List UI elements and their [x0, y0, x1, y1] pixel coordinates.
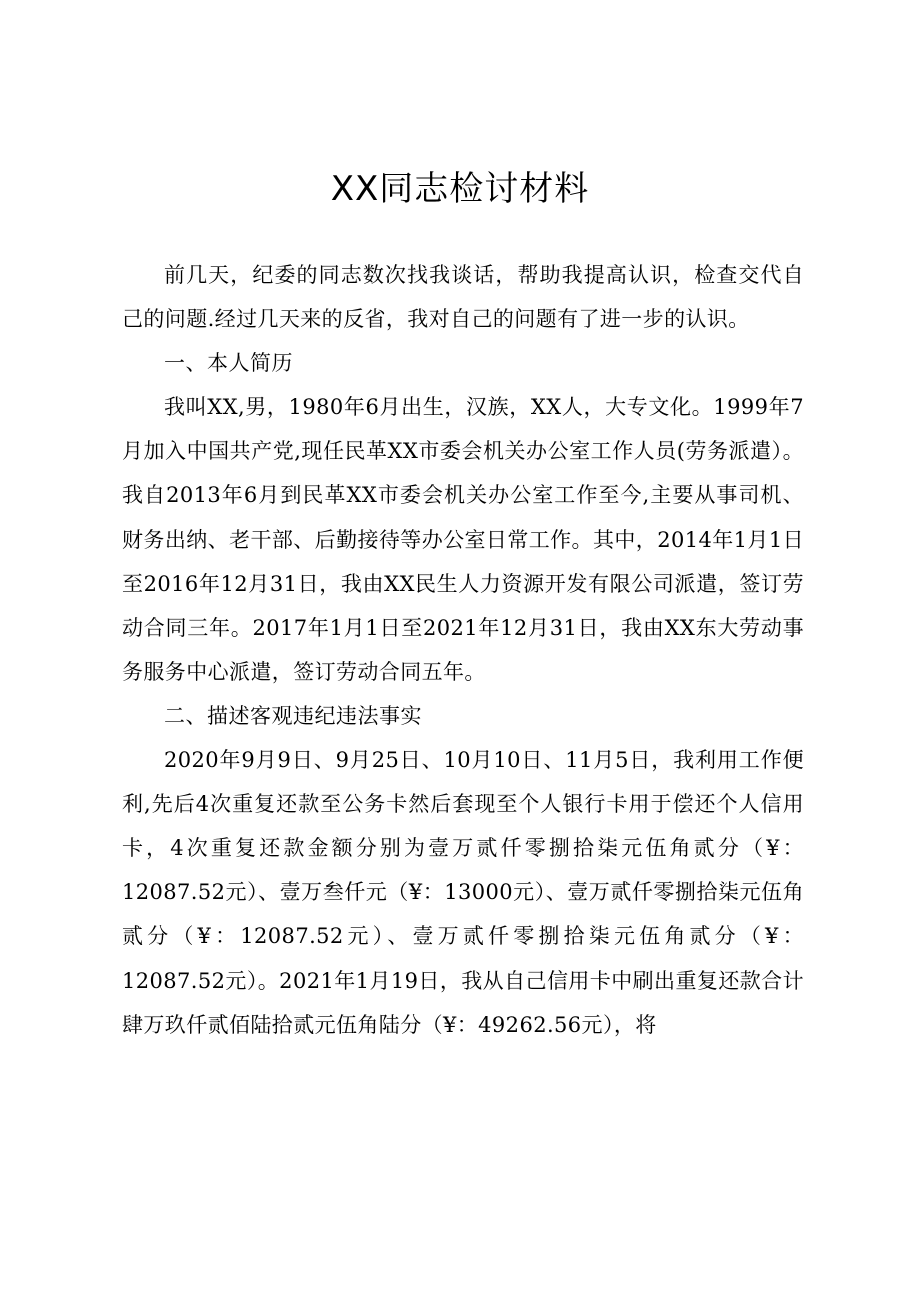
section-text-facts: 2020年9月9日、9月25日、10月10日、11月5日，我利用工作便利,先后4次重复还款至公务卡然后套现至个人银行卡用于偿还个人信用卡，4次重复还款金额分别为壹万贰仟零捌拾柒元伍角贰分（¥：12087.52元）、壹万叁仟元（¥：13000元）、壹万贰仟零捌拾柒元伍角贰分（¥：12087.52元）、壹万贰仟零捌拾柒元伍角贰分（¥：12087.52元）。2021年1月19日，我从自己信用卡中刷出重复还款合计肆万玖仟贰佰陆拾贰元伍角陆分（¥：49262.56元），将	[122, 748, 804, 1037]
section-heading-facts: 二、描述客观违纪违法事实	[164, 703, 422, 728]
intro-paragraph: 前几天，纪委的同志数次找我谈话，帮助我提高认识，检查交代自己的问题.经过几天来的反省，我对自己的问题有了进一步的认识。	[122, 263, 804, 332]
document-title: XX同志检讨材料	[330, 169, 590, 209]
section-heading-resume: 一、本人简历	[164, 351, 293, 376]
section-text-resume: 我叫XX,男，1980年6月出生，汉族，XX人，大专文化。1999年7月加入中国共产党,现任民革XX市委会机关办公室工作人员(劳务派遣）。我自2013年6月到民革XX市委会机关办公室工作至今,主要从事司机、财务出纳、老干部、后勤接待等办公室日常工作。其中，2014年1月1日至2016年12月31日，我由XX民生人力资源开发有限公司派遣，签订劳动合同三年。2017年1月1日至2021年12月31日，我由XX东大劳动事务服务中心派遣，签订劳动合同五年。	[122, 395, 804, 684]
document-body	[122, 253, 804, 1047]
